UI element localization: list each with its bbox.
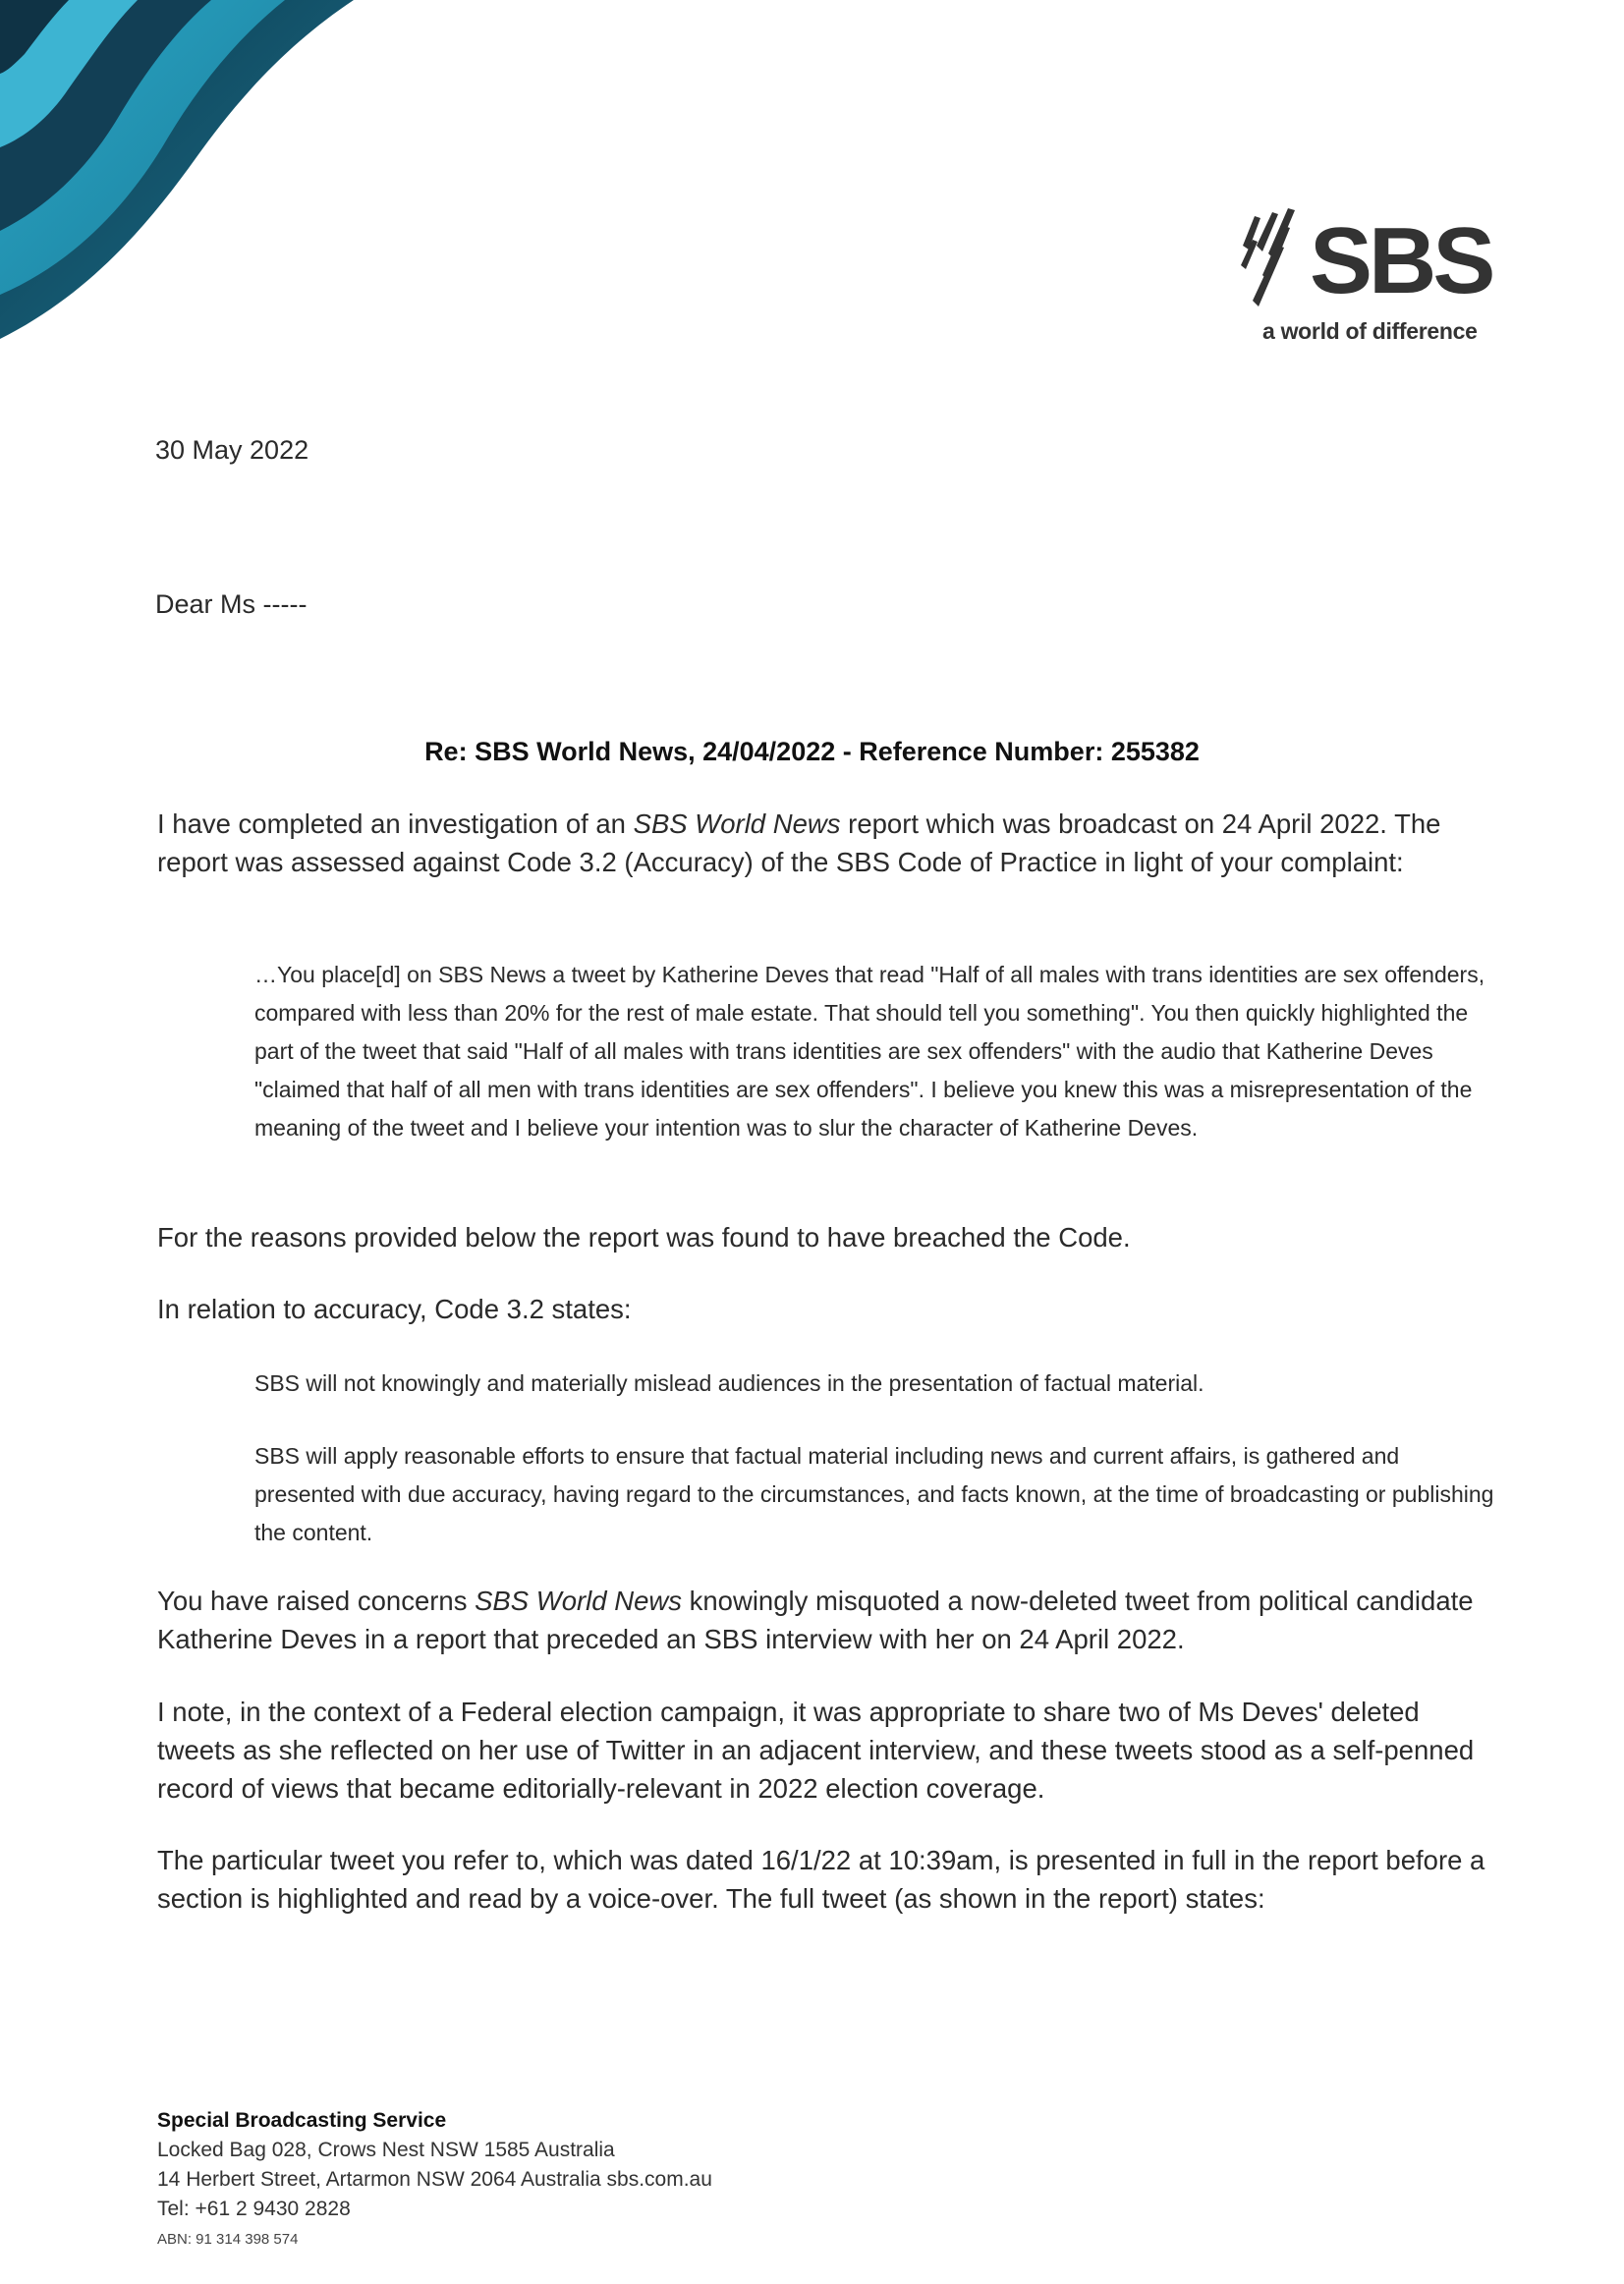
code-intro-paragraph: In relation to accuracy, Code 3.2 states: — [157, 1294, 632, 1324]
sbs-logo — [1233, 196, 1508, 354]
intro-paragraph: I have completed an investigation of an SBS World News report which was broadcast on 24 April 2022. The report was assessed against Code 3.2 (Accuracy) of the SBS Code of Practice in light of your complaint: — [157, 808, 1441, 877]
salutation: Dear Ms ----- — [155, 589, 308, 619]
decorative-wave-graphic — [0, 0, 373, 354]
footer-phone: Tel: +61 2 9430 2828 — [157, 2198, 351, 2220]
brand-tagline: a world of difference — [1262, 318, 1478, 344]
footer-street-address: 14 Herbert Street, Artarmon NSW 2064 Australia sbs.com.au — [157, 2168, 712, 2191]
footer-postal-address: Locked Bag 028, Crows Nest NSW 1585 Australia — [157, 2139, 615, 2161]
letter-footer — [157, 2106, 712, 2250]
code-quote-2: SBS will apply reasonable efforts to ensure that factual material including news and current affairs, is gathered and presented with due accuracy, having regard to the circumstances, and facts known, at the time of broadcasting or publishing the content. — [254, 1443, 1494, 1545]
code-quote-1: SBS will not knowingly and materially mislead audiences in the presentation of factual material. — [254, 1370, 1204, 1396]
footer-abn: ABN: 91 314 398 574 — [157, 2231, 299, 2248]
footer-org-name: Special Broadcasting Service — [157, 2109, 447, 2132]
letter-heading: Re: SBS World News, 24/04/2022 - Reference Number: 255382 — [424, 737, 1200, 766]
tweet-paragraph: The particular tweet you refer to, which was dated 16/1/22 at 10:39am, is presented in full in the report before a section is highlighted and read by a voice-over. The full tweet (as shown in the report) states: — [157, 1845, 1485, 1914]
complaint-quote: …You place[d] on SBS News a tweet by Katherine Deves that read "Half of all males with trans identities are sex offenders, compared with less than 20% for the rest of male estate. That should tell you something". You then quickly highlighted the part of the tweet that said "Half of all males with trans identities are sex offenders" with the audio that Katherine Deves "claimed that half of all men with trans identities are sex offenders". I believe you knew this was a misrepresentation of the meaning of the tweet and I believe your intention was to slur the character of Katherine Deves. — [254, 962, 1485, 1141]
sbs-mercator-icon — [1233, 206, 1319, 322]
finding-paragraph: For the reasons provided below the report was found to have breached the Code. — [157, 1222, 1131, 1253]
letter-date: 30 May 2022 — [155, 435, 309, 465]
context-paragraph: I note, in the context of a Federal election campaign, it was appropriate to share two of Ms Deves' deleted tweets as she reflected on her use of Twitter in an adjacent interview, and these tweets stood as a self-penned record of views that became editorially-relevant in 2022 election coverage. — [157, 1697, 1475, 1804]
sbs-wordmark: SBS — [1310, 208, 1492, 313]
concerns-paragraph: You have raised concerns SBS World News knowingly misquoted a now-deleted tweet from political candidate Katherine Deves in a report that preceded an SBS interview with her on 24 April 2022. — [157, 1586, 1474, 1654]
